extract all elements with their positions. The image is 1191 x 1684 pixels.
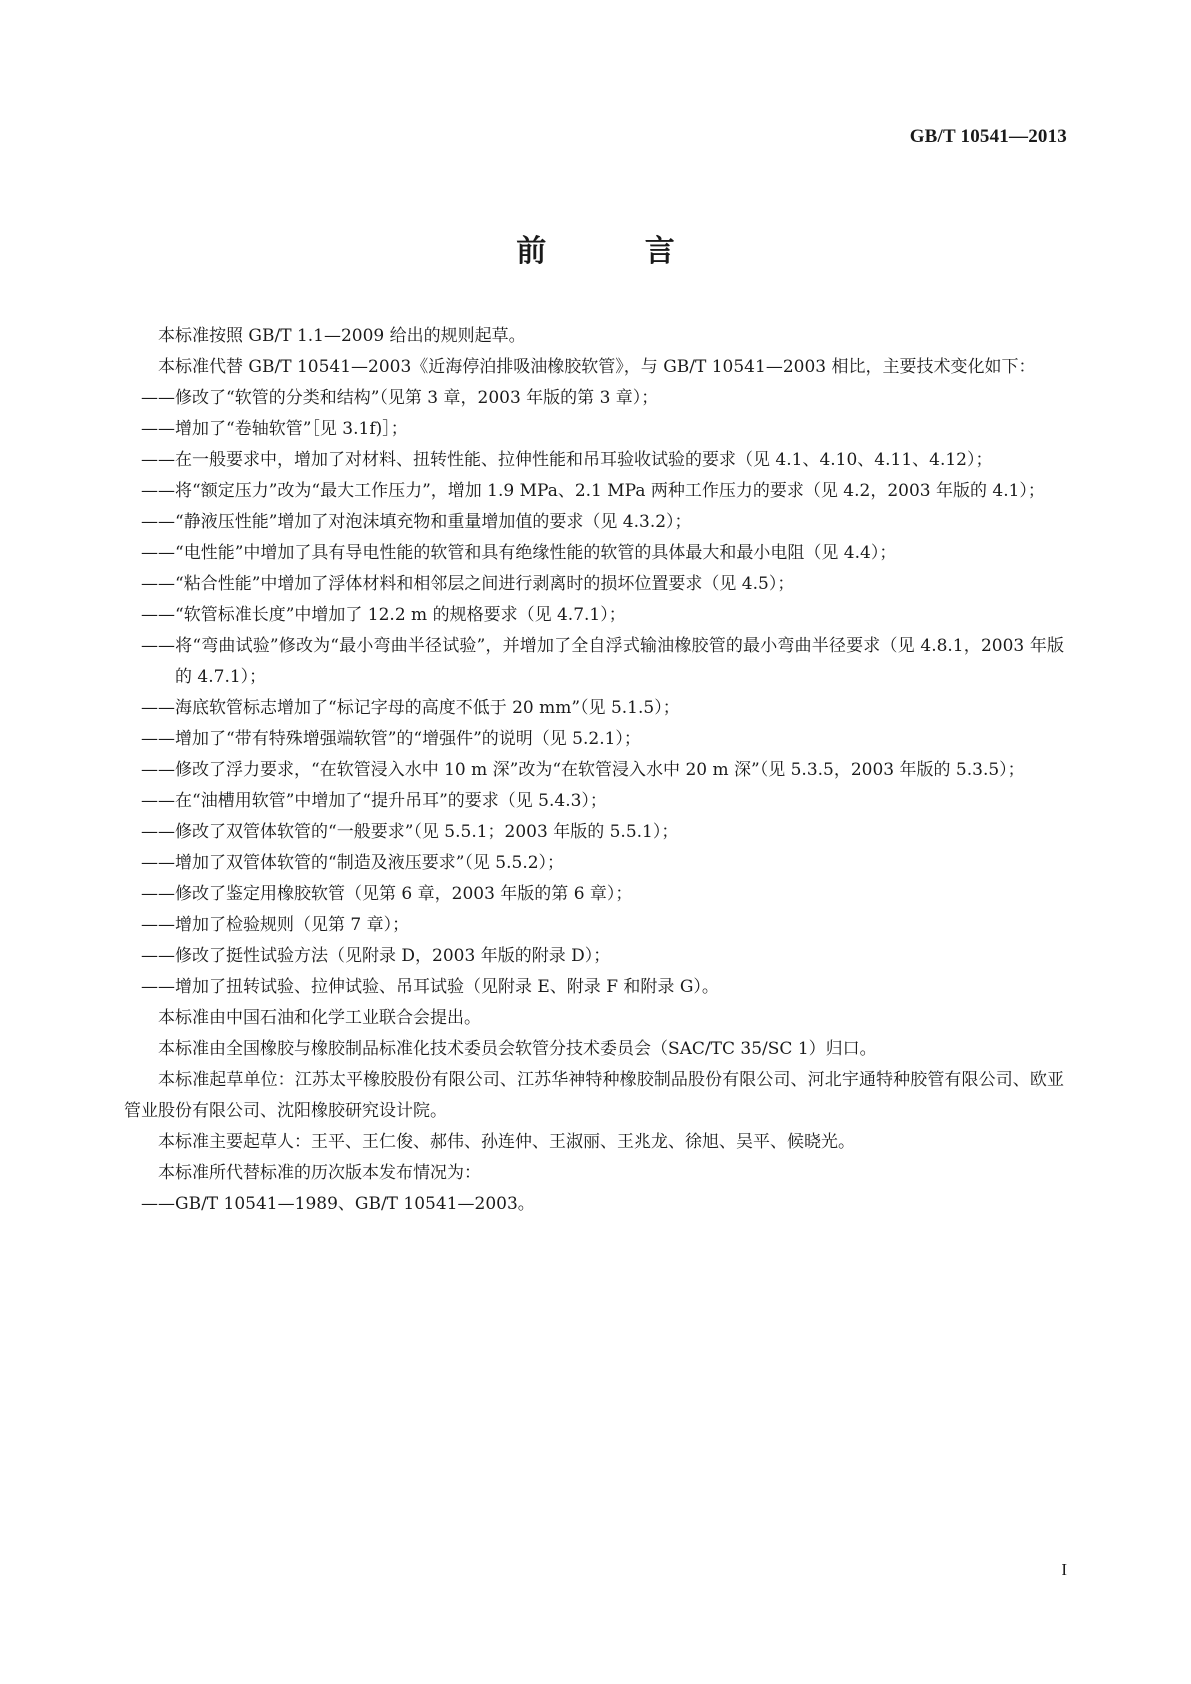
list-item: ——将“弯曲试验”修改为“最小弯曲半径试验”，并增加了全自浮式输油橡胶管的最小弯曲半径要求（见 4.8.1，2003 年版的 4.7.1）； [141, 636, 1064, 687]
list-item: ——将“额定压力”改为“最大工作压力”，增加 1.9 MPa、2.1 MPa 两种工作压力的要求（见 4.2，2003 年版的 4.1）； [141, 481, 1045, 501]
foreword-body [124, 321, 1064, 1220]
list-item: ——“静液压性能”增加了对泡沫填充物和重量增加值的要求（见 4.3.2）； [141, 512, 692, 532]
list-item-history: ——GB/T 10541—1989、GB/T 10541—2003。 [141, 1194, 535, 1214]
list-item: ——在一般要求中，增加了对材料、扭转性能、拉伸性能和吊耳验收试验的要求（见 4.1、4.10、4.11、4.12）； [141, 450, 993, 470]
list-item: ——“电性能”中增加了具有导电性能的软管和具有绝缘性能的软管的具体最大和最小电阻（见 4.4）； [141, 543, 897, 563]
list-item: ——“粘合性能”中增加了浮体材料和相邻层之间进行剥离时的损坏位置要求（见 4.5）； [141, 574, 795, 594]
page-number: I [1061, 1560, 1067, 1579]
list-item: ——增加了双管体软管的“制造及液压要求”（见 5.5.2）； [141, 853, 565, 873]
changes-list [124, 383, 1064, 1003]
list-item: ——修改了挺性试验方法（见附录 D，2003 年版的附录 D）； [141, 946, 611, 966]
list-item: ——增加了扭转试验、拉伸试验、吊耳试验（见附录 E、附录 F 和附录 G）。 [141, 977, 719, 997]
paragraph-drafting-units: 本标准起草单位：江苏太平橡胶股份有限公司、江苏华神特种橡胶制品股份有限公司、河北宇通特种胶管有限公司、欧亚管业股份有限公司、沈阳橡胶研究设计院。 [124, 1070, 1064, 1121]
paragraph-drafting-rule: 本标准按照 GB/T 1.1—2009 给出的规则起草。 [158, 326, 526, 346]
page-title: 前 言 [516, 234, 719, 269]
list-item: ——修改了浮力要求，“在软管浸入水中 10 m 深”改为“在软管浸入水中 20 m 深”（见 5.3.5，2003 年版的 5.3.5）； [141, 760, 1025, 780]
paragraph-replacement: 本标准代替 GB/T 10541—2003《近海停泊排吸油橡胶软管》，与 GB/T 10541—2003 相比，主要技术变化如下： [158, 357, 1036, 377]
list-item: ——在“油槽用软管”中增加了“提升吊耳”的要求（见 5.4.3）； [141, 791, 607, 811]
list-item: ——修改了“软管的分类和结构”（见第 3 章，2003 年版的第 3 章）； [141, 388, 659, 408]
list-item: ——海底软管标志增加了“标记字母的高度不低于 20 mm”（见 5.1.5）； [141, 698, 680, 718]
list-item: ——修改了鉴定用橡胶软管（见第 6 章，2003 年版的第 6 章）； [141, 884, 633, 904]
standard-code: GB/T 10541—2013 [909, 126, 1067, 147]
list-item: ——增加了“带有特殊增强端软管”的“增强件”的说明（见 5.2.1）； [141, 729, 641, 749]
paragraph-drafters: 本标准主要起草人：王平、王仁俊、郝伟、孙连仲、王淑丽、王兆龙、徐旭、吴平、候晓光。 [158, 1132, 855, 1152]
paragraph-history-intro: 本标准所代替标准的历次版本发布情况为： [158, 1163, 481, 1183]
paragraph-centralized-by: 本标准由全国橡胶与橡胶制品标准化技术委员会软管分技术委员会（SAC/TC 35/SC 1）归口。 [158, 1039, 877, 1059]
list-item: ——修改了双管体软管的“一般要求”（见 5.5.1；2003 年版的 5.5.1）； [141, 822, 679, 842]
list-item: ——增加了检验规则（见第 7 章）； [141, 915, 410, 935]
paragraph-proposed-by: 本标准由中国石油和化学工业联合会提出。 [158, 1008, 481, 1028]
list-item: ——“软管标准长度”中增加了 12.2 m 的规格要求（见 4.7.1）； [141, 605, 626, 625]
list-item: ——增加了“卷轴软管”［见 3.1f)］； [141, 419, 408, 439]
